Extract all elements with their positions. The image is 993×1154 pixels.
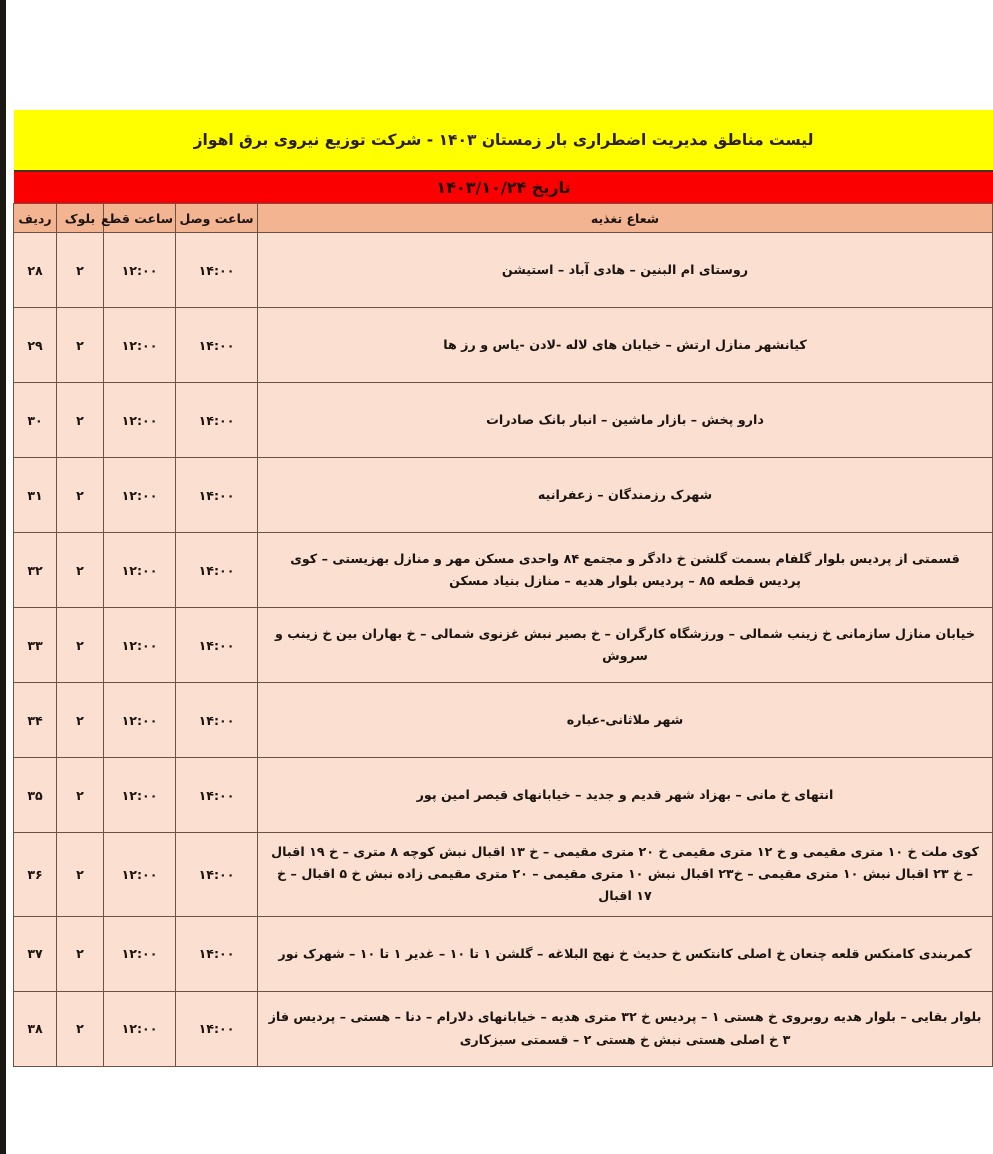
- table-row: [14, 608, 993, 683]
- cell-outage-time: ۱۲:۰۰: [104, 233, 176, 308]
- page-left-edge-strip: [0, 0, 6, 1154]
- table-header-row: [14, 204, 993, 233]
- cell-feed: انتهای خ مانی – بهزاد شهر قدیم و جدید – خیابانهای قیصر امین پور: [258, 758, 993, 833]
- cell-outage-time: ۱۲:۰۰: [104, 458, 176, 533]
- cell-outage-time: ۱۲:۰۰: [104, 533, 176, 608]
- table-row: [14, 233, 993, 308]
- cell-feed: بلوار بقایی – بلوار هدیه روبروی خ هستی ۱ – پردیس خ ۳۲ متری هدیه – خیابانهای دلارام – دنا – هستی – پردیس فاز ۳ خ اصلی هستی نبش خ هستی ۲ – قسمتی سبزکاری: [258, 991, 993, 1066]
- cell-outage-time: ۱۲:۰۰: [104, 833, 176, 917]
- cell-restore-time: ۱۴:۰۰: [176, 991, 258, 1066]
- cell-block: ۲: [57, 758, 104, 833]
- cell-block: ۲: [57, 916, 104, 991]
- cell-outage-time: ۱۲:۰۰: [104, 916, 176, 991]
- cell-outage-time: ۱۲:۰۰: [104, 991, 176, 1066]
- cell-index: ۲۸: [14, 233, 57, 308]
- table-body: [14, 233, 993, 1067]
- table-row: [14, 833, 993, 917]
- cell-feed: شهرک رزمندگان – زعفرانیه: [258, 458, 993, 533]
- column-header-restore-time: ساعت وصل: [176, 204, 258, 233]
- cell-feed: کوی ملت خ ۱۰ متری مقیمی و خ ۱۲ متری مقیمی خ ۲۰ متری مقیمی – خ ۱۳ اقبال نبش کوچه ۸ متری – خ ۱۹ اقبال – خ ۲۳ اقبال نبش ۱۰ متری مقیمی – خ۲۳ اقبال نبش ۱۰ متری مقیمی – ۲۰ متری مقیمی زاده نبش خ ۵ اقبال – خ ۱۷ اقبال: [258, 833, 993, 917]
- cell-index: ۳۶: [14, 833, 57, 917]
- column-header-outage-time: ساعت قطع: [104, 204, 176, 233]
- cell-block: ۲: [57, 608, 104, 683]
- cell-feed: دارو پخش – بازار ماشین – انبار بانک صادرات: [258, 383, 993, 458]
- cell-restore-time: ۱۴:۰۰: [176, 233, 258, 308]
- table-row: [14, 383, 993, 458]
- cell-index: ۲۹: [14, 308, 57, 383]
- cell-restore-time: ۱۴:۰۰: [176, 608, 258, 683]
- outage-schedule-sheet: [14, 110, 993, 1067]
- cell-index: ۳۳: [14, 608, 57, 683]
- table-row: [14, 916, 993, 991]
- cell-feed: کیانشهر منازل ارتش – خیابان های لاله -لادن -یاس و رز ها: [258, 308, 993, 383]
- cell-feed: روستای ام البنین – هادی آباد – استیشن: [258, 233, 993, 308]
- cell-outage-time: ۱۲:۰۰: [104, 383, 176, 458]
- cell-block: ۲: [57, 683, 104, 758]
- column-header-feed: شعاع تغذیه: [258, 204, 993, 233]
- cell-feed: کمربندی کامنکس قلعه چنعان خ اصلی کانتکس خ حدیث خ نهج البلاغه – گلشن ۱ تا ۱۰ – غدیر ۱ تا ۱۰ – شهرک نور: [258, 916, 993, 991]
- table-row: [14, 758, 993, 833]
- cell-restore-time: ۱۴:۰۰: [176, 916, 258, 991]
- cell-block: ۲: [57, 308, 104, 383]
- column-header-block: بلوک: [57, 204, 104, 233]
- cell-block: ۲: [57, 833, 104, 917]
- cell-outage-time: ۱۲:۰۰: [104, 608, 176, 683]
- cell-restore-time: ۱۴:۰۰: [176, 683, 258, 758]
- table-row: [14, 458, 993, 533]
- schedule-date: تاریخ ۱۴۰۳/۱۰/۲۴: [436, 178, 571, 197]
- cell-outage-time: ۱۲:۰۰: [104, 758, 176, 833]
- cell-index: ۳۷: [14, 916, 57, 991]
- cell-restore-time: ۱۴:۰۰: [176, 458, 258, 533]
- cell-index: ۳۰: [14, 383, 57, 458]
- cell-index: ۳۲: [14, 533, 57, 608]
- cell-block: ۲: [57, 383, 104, 458]
- cell-restore-time: ۱۴:۰۰: [176, 308, 258, 383]
- cell-feed: خیابان منازل سازمانی خ زینب شمالی – ورزشگاه کارگران – خ بصیر نبش غزنوی شمالی – خ بهاران بین خ زینب و سروش: [258, 608, 993, 683]
- cell-block: ۲: [57, 533, 104, 608]
- cell-block: ۲: [57, 991, 104, 1066]
- table-row: [14, 683, 993, 758]
- cell-restore-time: ۱۴:۰۰: [176, 383, 258, 458]
- cell-index: ۳۵: [14, 758, 57, 833]
- table-row: [14, 533, 993, 608]
- cell-feed: قسمتی از پردیس بلوار گلفام بسمت گلشن خ دادگر و مجتمع ۸۴ واحدی مسکن مهر و منازل بهزیستی – کوی پردیس قطعه ۸۵ – پردیس بلوار هدیه – منازل بنیاد مسکن: [258, 533, 993, 608]
- column-header-index: ردیف: [14, 204, 57, 233]
- cell-restore-time: ۱۴:۰۰: [176, 758, 258, 833]
- cell-index: ۳۸: [14, 991, 57, 1066]
- cell-block: ۲: [57, 233, 104, 308]
- cell-restore-time: ۱۴:۰۰: [176, 833, 258, 917]
- cell-feed: شهر ملاثانی-عباره: [258, 683, 993, 758]
- page-title: لیست مناطق مدیریت اضطراری بار زمستان ۱۴۰۳ - شرکت توزیع نیروی برق اهواز: [193, 131, 814, 149]
- cell-outage-time: ۱۲:۰۰: [104, 683, 176, 758]
- cell-index: ۳۴: [14, 683, 57, 758]
- table-row: [14, 308, 993, 383]
- document-page: [14, 0, 993, 1154]
- document-date-band: [14, 172, 993, 203]
- outage-schedule-table: [13, 203, 993, 1067]
- cell-block: ۲: [57, 458, 104, 533]
- cell-outage-time: ۱۲:۰۰: [104, 308, 176, 383]
- table-row: [14, 991, 993, 1066]
- document-title-band: [14, 110, 993, 172]
- cell-index: ۳۱: [14, 458, 57, 533]
- cell-restore-time: ۱۴:۰۰: [176, 533, 258, 608]
